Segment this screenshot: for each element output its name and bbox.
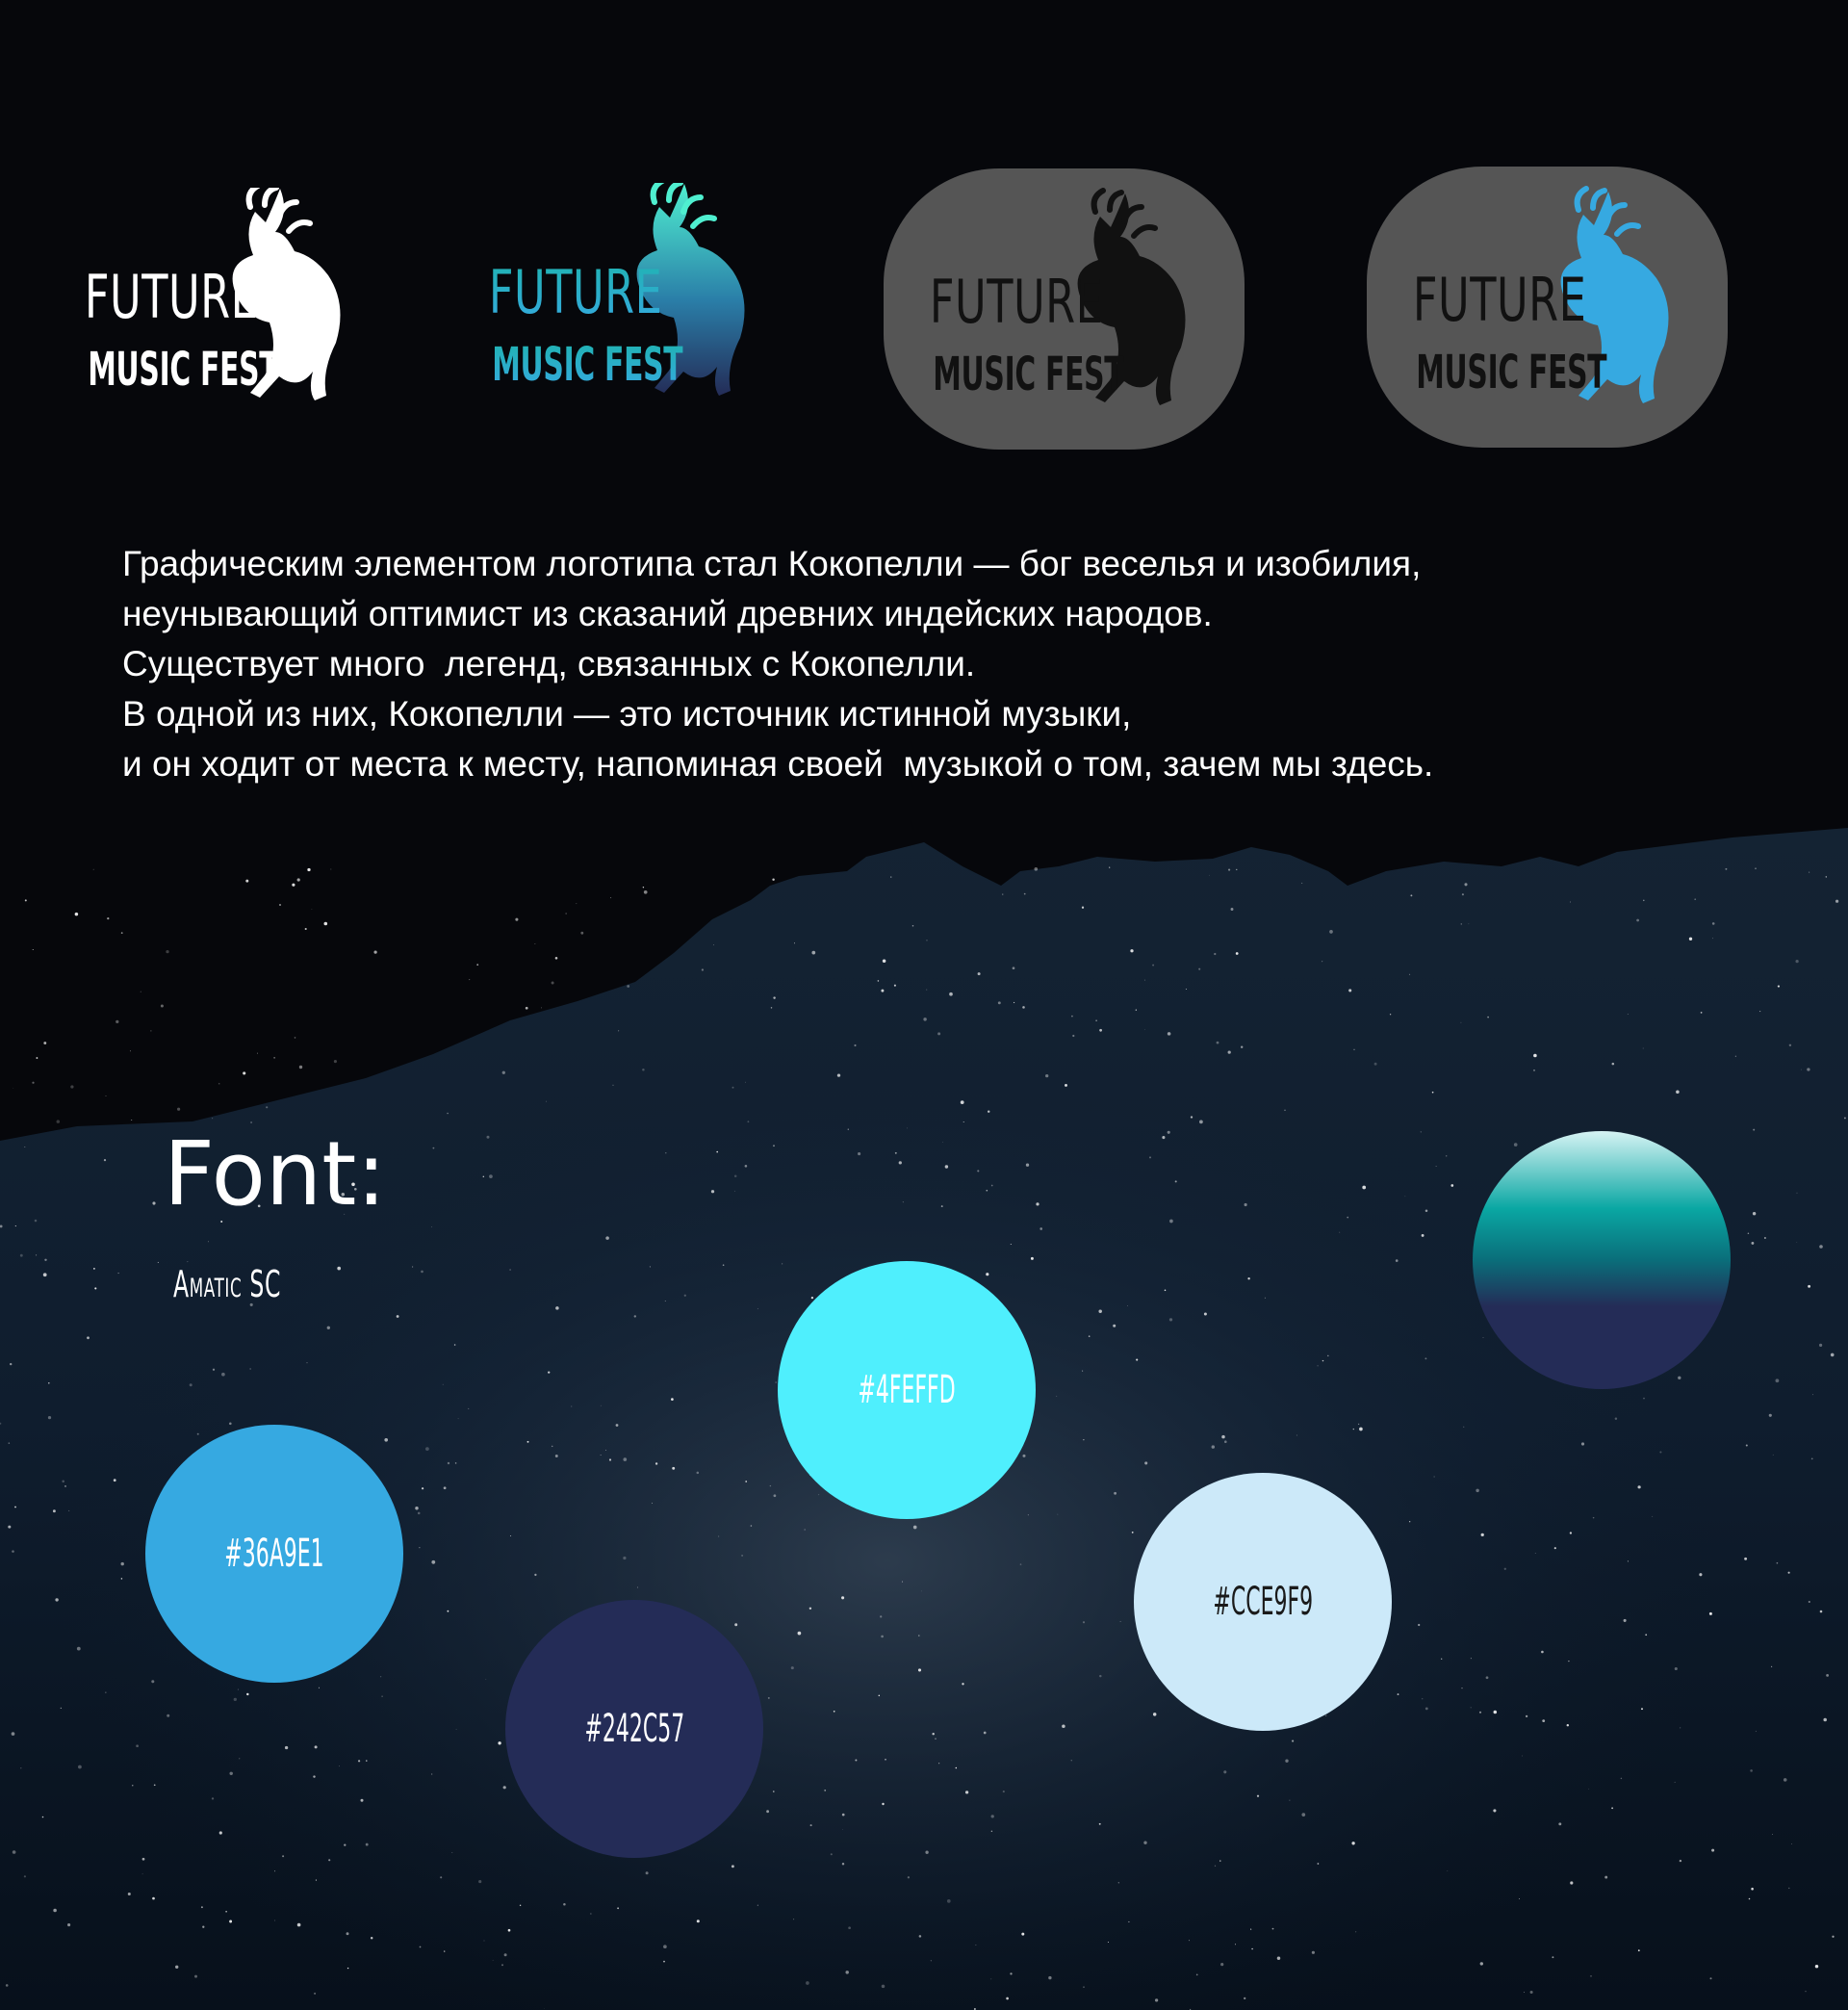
logo-graphic <box>884 168 1245 450</box>
logo-black-badge <box>884 168 1245 450</box>
description-line: В одной из них, Кокопелли — это источник истинной музыки, <box>122 694 1132 734</box>
logo-graphic <box>82 188 371 409</box>
swatch-label: #36A9E1 <box>224 1532 324 1576</box>
description-line: Существует много легенд, связанных с Кокопелли. <box>122 644 976 683</box>
gradient-swatch <box>1473 1131 1731 1389</box>
logo-line1: FUTURE <box>84 262 258 332</box>
logo-gradient <box>486 183 775 404</box>
logo-line1: FUTURE <box>929 267 1103 337</box>
font-section-title: Font: <box>164 1122 387 1225</box>
color-swatch-242c57 <box>505 1600 763 1858</box>
color-swatch-cce9f9 <box>1134 1473 1392 1731</box>
color-swatch-36a9e1 <box>145 1425 403 1683</box>
font-name: Amatic SC <box>173 1263 282 1305</box>
logo-line2: MUSIC FEST <box>492 338 683 393</box>
logo-graphic <box>486 183 775 404</box>
logo-white <box>82 188 371 409</box>
swatch-label: #CCE9F9 <box>1213 1580 1313 1624</box>
logo-graphic <box>1367 167 1728 448</box>
swatch-label: #242C57 <box>584 1707 684 1751</box>
logo-line1: FUTURE <box>488 257 662 327</box>
logo-line2: MUSIC FEST <box>88 343 279 398</box>
color-swatch-4feffd <box>778 1261 1036 1519</box>
logo-description <box>122 539 1662 789</box>
description-line: и он ходит от места к месту, напоминая своей музыкой о том, зачем мы здесь. <box>122 744 1434 784</box>
logo-line2: MUSIC FEST <box>933 348 1124 402</box>
swatch-label: #4FEFFD <box>858 1368 956 1412</box>
description-line: Графическим элементом логотипа стал Кокопелли — бог веселья и изобилия, <box>122 544 1422 583</box>
logo-line2: MUSIC FEST <box>1416 346 1607 400</box>
logo-line1: FUTURE <box>1412 265 1586 335</box>
logo-blue-badge <box>1367 167 1728 448</box>
description-line: неунывающий оптимист из сказаний древних индейских народов. <box>122 594 1213 633</box>
